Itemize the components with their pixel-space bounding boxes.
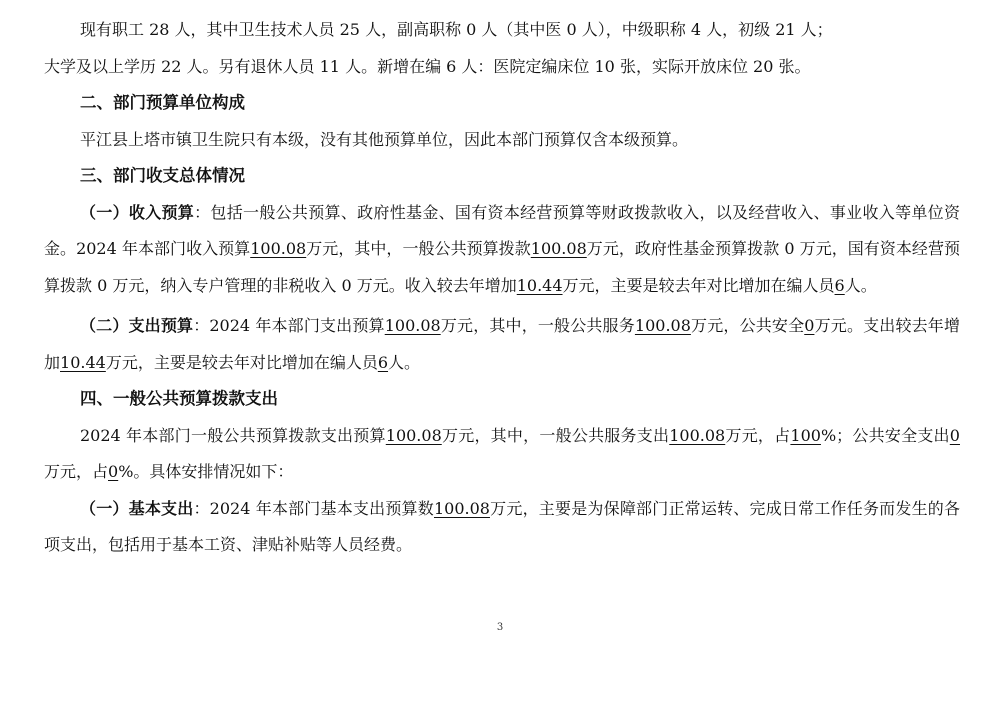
basic-text-2: 万元，主要是为保障部门正常运转、完成日常工作任务而发生的各项支出，包括用于基本工资、津贴补贴等人员经费。 (44, 498, 960, 554)
expense-total-value: 100.08 (384, 316, 441, 335)
expense-budget-lead: （二）支出预算 (80, 316, 194, 335)
staff-line-2: 大学及以上学历 22 人。另有退休人员 11 人。新增在编 6 人：医院定编床位 10 张，实际开放床位 20 张。 (44, 56, 811, 76)
general-service-percent: 100 (790, 425, 821, 445)
income-text-3: 万元，政府性基金预算拨款 0 万元，国有资本经营预算拨款 0 万元，纳入专户管理的非税收入 0 万元。收入较去年增加 (44, 239, 960, 295)
income-text-4: 万元，主要是较去年对比增加在编人员 (562, 275, 835, 295)
general-budget-paragraph (44, 418, 960, 491)
income-budget-lead: （一）收入预算 (80, 202, 195, 222)
general-text-4: %；公共安全支出 (820, 425, 950, 445)
section4-heading: 四、一般公共预算拨款支出 (80, 389, 278, 408)
income-budget-paragraph (44, 195, 960, 305)
expense-increase-value: 10.44 (60, 352, 106, 372)
section2-text: 平江县上塔市镇卫生院只有本级，没有其他预算单位，因此本部门预算仅含本级预算。 (80, 129, 689, 149)
expense-text-4: 万元。支出较去年增加 (44, 316, 960, 372)
staff-paragraph (44, 12, 960, 85)
general-security-percent: 0 (108, 462, 119, 481)
income-staff-value: 6 (834, 275, 845, 295)
expense-text-6: 人。 (388, 352, 421, 372)
general-security-value: 0 (949, 425, 960, 445)
basic-expense-lead: （一）基本支出 (80, 498, 194, 518)
expense-general-value: 100.08 (634, 316, 691, 335)
general-text-1: 2024 年本部门一般公共预算拨款支出预算 (80, 425, 386, 445)
expense-text-2: 万元，其中，一般公共服务 (440, 316, 635, 335)
expense-text-1: ：2024 年本部门支出预算 (193, 316, 385, 335)
expense-text-3: 万元，公共安全 (690, 316, 805, 335)
general-text-5: 万元，占 (44, 462, 109, 481)
staff-line-1: 现有职工 28 人，其中卫生技术人员 25 人，副高职称 0 人（其中医 0 人），中级职称 4 人，初级 21 人； (80, 20, 833, 39)
general-text-2: 万元，其中，一般公共服务支出 (441, 425, 670, 445)
income-total-value: 100.08 (250, 239, 307, 258)
section3-heading: 三、部门收支总体情况 (80, 166, 245, 185)
general-text-6: %。具体安排情况如下： (118, 462, 294, 481)
document-body (44, 12, 960, 564)
income-increase-value: 10.44 (516, 275, 563, 295)
income-text-2: 万元，其中，一般公共预算拨款 (306, 239, 531, 258)
expense-security-value: 0 (804, 316, 815, 335)
page-number: 3 (496, 622, 504, 633)
basic-expense-paragraph (44, 491, 960, 564)
income-general-value: 100.08 (530, 239, 587, 258)
expense-text-5: 万元，主要是较去年对比增加在编人员 (105, 352, 378, 372)
expense-budget-paragraph (44, 308, 960, 381)
general-service-value: 100.08 (669, 425, 726, 445)
basic-total-value: 100.08 (433, 498, 490, 518)
section2-heading: 二、部门预算单位构成 (80, 93, 245, 112)
expense-staff-value: 6 (377, 352, 389, 372)
basic-text-1: ：2024 年本部门基本支出预算数 (193, 498, 434, 518)
income-text-5: 人。 (844, 275, 877, 295)
general-text-3: 万元，占 (725, 425, 791, 445)
income-text-1: ：包括一般公共预算、政府性基金、国有资本经营预算等财政拨款收入，以及经营收入、事业收入等单位资金。2024 年本部门收入预算 (44, 202, 960, 258)
general-total-value: 100.08 (385, 425, 442, 445)
